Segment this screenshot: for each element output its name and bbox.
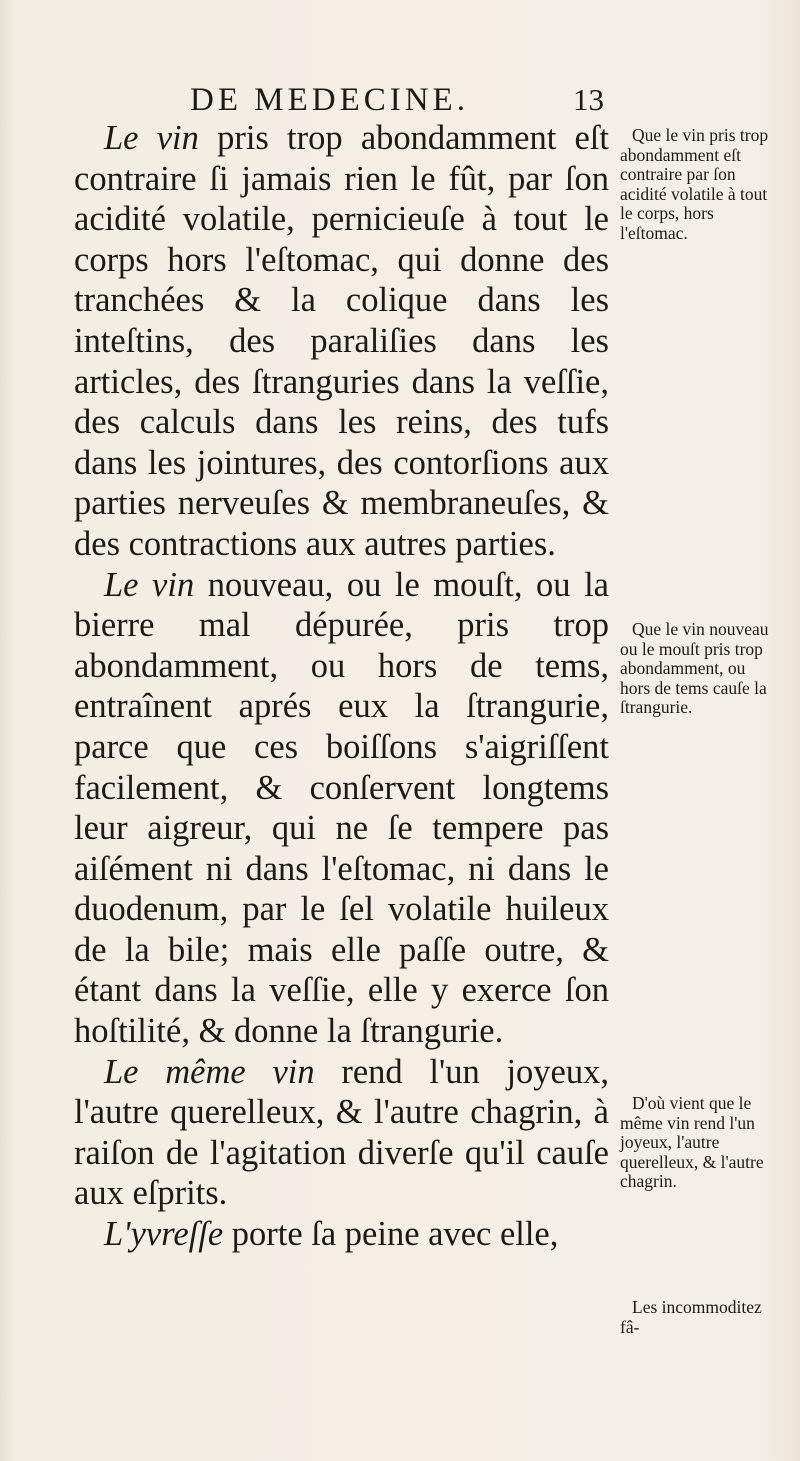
margin-note: Que le vin pris trop abondamment eſt contraire par ſon acidité volatile à tout le corps, hors l'eſtomac.: [620, 125, 769, 243]
page-number: 13: [573, 82, 604, 117]
margin-note: D'où vient que le même vin rend l'un joyeux, l'autre querelleux, & l'autre chagrin.: [620, 1093, 764, 1192]
paragraph-same-wine: [74, 1052, 609, 1214]
main-text-column: [74, 118, 609, 1255]
margin-note: Les incommoditez fâ-: [620, 1297, 762, 1337]
running-title: DE MEDECINE.: [190, 82, 469, 118]
paragraph-text: pris trop abondamment eſt contraire ſi jamais rien le fût, par ſon acidité volatile, pernicieuſe à tout le corps hors l'eſtomac, qui donne des tranchées & la colique dans les inteſtins, des paraliſies dans les articles, des ſtranguries dans la veſſie, des calculs dans les reins, des tufs dans les jointures, des contorſions aux parties nerveuſes & membraneuſes, & des contractions aux autres parties.: [74, 119, 609, 563]
paragraph-text: rend l'un joyeux, l'autre querelleux, & l'autre chagrin, à raiſon de l'agitation diverſe qu'il cauſe aux eſprits.: [74, 1052, 609, 1213]
paragraph-lead: L'yvreſſe: [104, 1215, 224, 1254]
margin-note: Que le vin nouveau ou le mouſt pris trop abondamment, ou hors de tems cauſe la ſtrangurie.: [620, 619, 769, 718]
paragraph-text: nouveau, ou le mouſt, ou la bierre mal dépurée, pris trop abondamment, ou hors de tems, entraînent aprés eux la ſtrangurie, parce que ces boiſſons s'aigriſſent facilement, & conſervent longtems leur aigreur, qui ne ſe tempere pas aiſément ni dans l'eſtomac, ni dans le duodenum, par le ſel volatile huileux de la bile; mais elle paſſe outre, & étant dans la veſſie, elle y exerce ſon hoſtilité, & donne la ſtrangurie.: [74, 565, 609, 1051]
page-header: [190, 82, 610, 122]
paragraph-lead: Le même vin: [104, 1052, 315, 1091]
paragraph-drunkenness: [74, 1214, 609, 1255]
paragraph-lead: Le vin: [104, 119, 199, 157]
paragraph-new-wine: [74, 565, 609, 1052]
paragraph-wine-excess: [74, 118, 609, 565]
paragraph-text: porte ſa peine avec elle,: [223, 1215, 559, 1254]
paragraph-lead: Le vin: [104, 565, 195, 604]
